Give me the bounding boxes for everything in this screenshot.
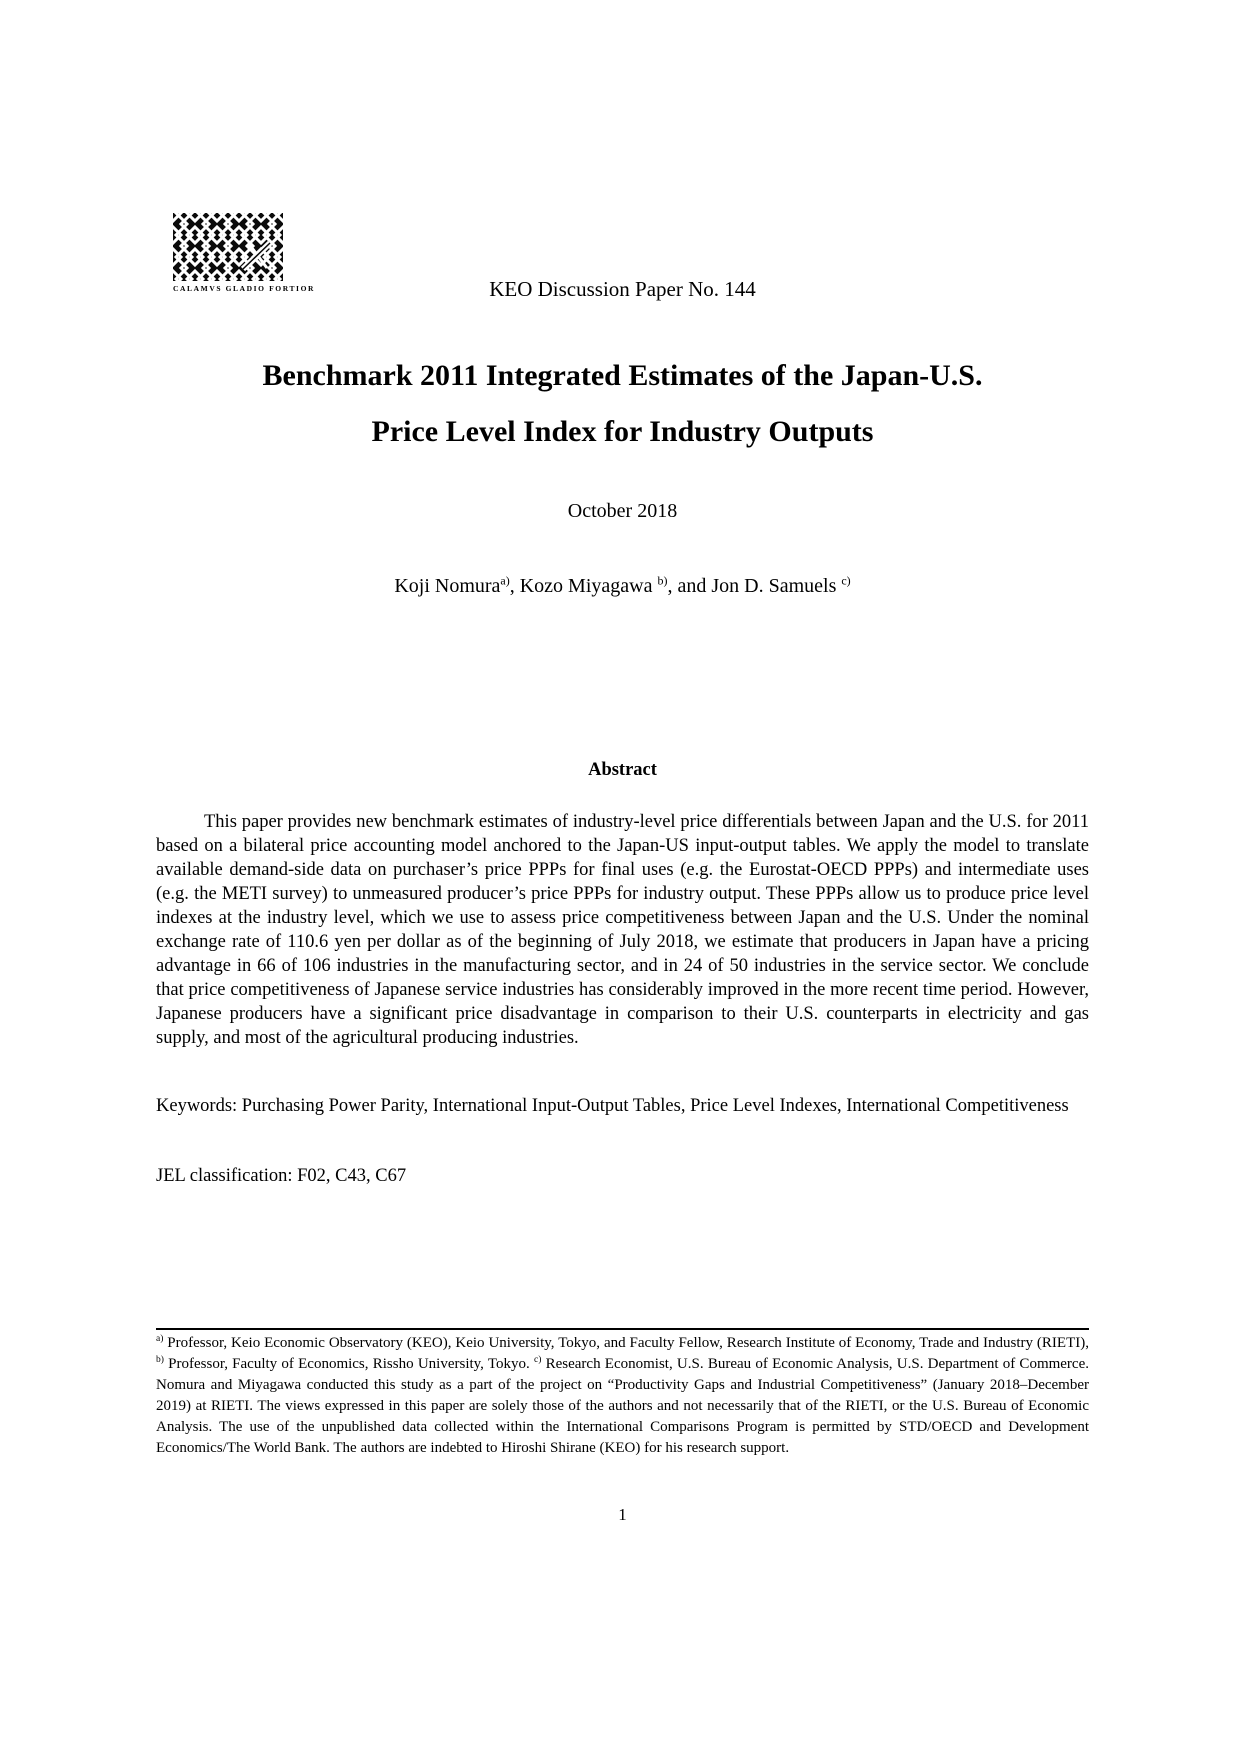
author-separator: , xyxy=(509,575,520,597)
abstract-heading: Abstract xyxy=(588,760,657,780)
footnote-mark-c: c) xyxy=(533,1355,542,1365)
authors-line xyxy=(156,572,1089,600)
abstract-text: This paper provides new benchmark estimates of industry-level price differentials between Japan and the U.S. for 2011 based on a bilateral price accounting model anchored to the Japan-US input-output tables. We apply the model to translate available demand-side data on purchaser’s price PPPs for final uses (e.g. the Eurostat-OECD PPPs) and intermediate uses (e.g. the METI survey) to unmeasured producer’s price PPPs for industry output. These PPPs allow us to produce price level indexes at the industry level, which we use to assess price competitiveness between Japan and the U.S. Under the nominal exchange rate of 110.6 yen per dollar as of the beginning of July 2018, we estimate that producers in Japan have a pricing advantage in 66 of 106 industries in the manufacturing sector, and in 24 of 50 industries in the service sector. We conclude that price competitiveness of Japanese service industries has considerably improved in the more recent time period. However, Japanese producers have a significant price disadvantage in comparison to their U.S. counterparts in electricity and gas supply, and most of the agricultural producing industries. xyxy=(156,812,1089,1048)
logo-motto: CALAMVS GLADIO FORTIOR xyxy=(173,284,316,293)
author-name: Koji Nomura xyxy=(394,575,501,597)
author-name: Kozo Miyagawa xyxy=(519,575,658,597)
footnote-mark-b: b) xyxy=(156,1355,164,1365)
page-number: 1 xyxy=(618,1505,627,1524)
paper-title-line1: Benchmark 2011 Integrated Estimates of the Japan-U.S. xyxy=(262,359,983,392)
page-content xyxy=(156,0,1089,1525)
affiliation-footnote xyxy=(156,1328,1089,1459)
footnote-text-c: Research Economist, U.S. Bureau of Economic Analysis, U.S. Department of Commerce. Nomura and Miyagawa conducted this study as a part of the project on “Productivity Gaps and Industrial Competitiveness” (January 2018–December 2019) at RIETI. The views expressed in this paper are solely those of the authors and not necessarily that of the RIETI, or the U.S. Bureau of Economic Analysis. The use of the unpublished data collected within the International Comparisons Program is permitted by STD/OECD and Development Economics/The World Bank. The authors are indebted to Hiroshi Shirane (KEO) for his research support. xyxy=(156,1356,1089,1456)
keywords-line: Keywords: Purchasing Power Parity, International Input-Output Tables, Price Level Indexes, International Competitiveness xyxy=(156,1096,1069,1116)
keo-logo-emblem xyxy=(173,213,283,281)
footnote-text-b: Professor, Faculty of Economics, Rissho University, Tokyo. xyxy=(163,1356,534,1372)
paper-title xyxy=(156,348,1089,460)
footnote-text-a: Professor, Keio Economic Observatory (KEO), Keio University, Tokyo, and Faculty Fellow, Research Institute of Economy, Trade and Industry (RIETI), xyxy=(163,1335,1089,1351)
series-title: KEO Discussion Paper No. 144 xyxy=(489,277,756,301)
author-name: Jon D. Samuels xyxy=(711,575,842,597)
author-affiliation-mark: c) xyxy=(841,573,851,588)
footnote-mark-a: a) xyxy=(156,1334,164,1344)
keo-logo xyxy=(173,213,316,293)
jel-classification-line: JEL classification: F02, C43, C67 xyxy=(156,1166,407,1186)
author-separator: , and xyxy=(667,575,712,597)
author-affiliation-mark: b) xyxy=(657,573,668,588)
publication-date: October 2018 xyxy=(567,500,678,522)
author-affiliation-mark: a) xyxy=(500,573,510,588)
paper-title-line2: Price Level Index for Industry Outputs xyxy=(371,415,874,448)
